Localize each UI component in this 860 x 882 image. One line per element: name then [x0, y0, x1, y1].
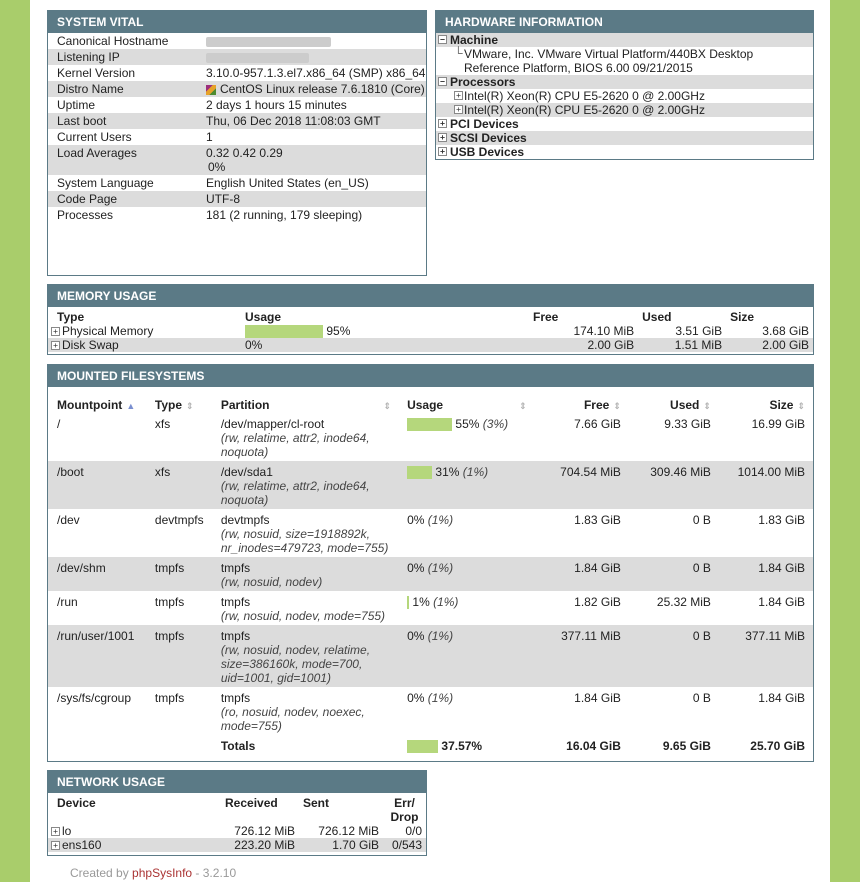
fs-partition: devtmpfs: [220, 513, 270, 527]
sort-free[interactable]: [540, 387, 629, 413]
fs-partition: tmpfs: [220, 629, 251, 643]
mem-col-size: Size: [730, 310, 755, 324]
mem-size: 3.68 GiB: [762, 324, 809, 339]
mem-col-usage: Usage: [245, 310, 282, 324]
inode-percent: (1%): [427, 629, 454, 643]
fs-mountpoint: /boot: [48, 461, 147, 509]
usage-percent: 0%: [407, 691, 425, 705]
usb-label: USB Devices: [450, 145, 525, 159]
mem-used: 3.51 GiB: [675, 324, 723, 339]
vital-key: Last boot: [48, 113, 197, 129]
filesystems-table: [48, 387, 813, 755]
mem-usage-cell: [241, 324, 529, 338]
inode-percent: (1%): [427, 691, 454, 705]
fs-type: xfs: [154, 417, 171, 431]
sort-asc-icon[interactable]: ▲: [126, 401, 136, 411]
machine-line1: [436, 47, 813, 61]
fs-free: 704.54 MiB: [540, 461, 629, 509]
mem-col-free: Free: [533, 310, 559, 324]
mem-col-type: Type: [57, 310, 85, 324]
fs-body: [48, 413, 813, 755]
tree-cpu1[interactable]: [436, 89, 813, 103]
fs-mountpoint: /run/user/1001: [48, 625, 147, 687]
fs-row: [48, 461, 813, 509]
fs-type: tmpfs: [154, 595, 185, 609]
fs-row: [48, 625, 813, 687]
mem-size: 2.00 GiB: [726, 338, 813, 352]
vital-row-lastboot: [48, 113, 426, 129]
fs-row: [48, 413, 813, 461]
net-errdrop: 0/0: [405, 824, 422, 838]
col-free: Free: [583, 398, 610, 412]
fs-row: [48, 557, 813, 591]
phpsysinfo-link[interactable]: phpSysInfo: [132, 866, 193, 880]
usage-bar: [407, 740, 438, 753]
expand-icon[interactable]: +: [51, 827, 60, 836]
machine-text1: VMware, Inc. VMware Virtual Platform/440BX Desktop: [464, 47, 754, 61]
footer: [70, 866, 236, 880]
vital-key: Uptime: [57, 98, 96, 112]
net-device: ens160: [62, 838, 102, 852]
redacted-ip: [206, 53, 309, 63]
vital-row-processes: [48, 207, 426, 223]
fs-partition: tmpfs: [220, 595, 251, 609]
expand-icon[interactable]: +: [438, 119, 447, 128]
inode-percent: (1%): [462, 465, 489, 479]
vital-row-users: [48, 129, 426, 145]
mem-type: Physical Memory: [62, 324, 154, 339]
fs-type: tmpfs: [147, 625, 213, 687]
memory-row-physical[interactable]: [48, 324, 813, 338]
fs-used: 0 B: [692, 513, 711, 527]
fs-options: (rw, nosuid, nodev, mode=755): [220, 609, 386, 623]
fs-type: tmpfs: [154, 691, 185, 705]
left-border: [0, 0, 30, 882]
network-table: [48, 796, 426, 852]
net-sent: 1.70 GiB: [299, 838, 383, 852]
vital-row-kernel: [48, 65, 426, 81]
fs-usage-cell: [399, 461, 540, 509]
vital-key: Listening IP: [48, 49, 197, 65]
fs-size: 1.84 GiB: [758, 691, 805, 705]
inode-percent: (1%): [433, 595, 459, 609]
sort-icon[interactable]: ⇕: [703, 401, 711, 411]
vital-key: Kernel Version: [57, 66, 136, 80]
mem-type-cell: [48, 324, 241, 338]
fs-used: 0 B: [629, 625, 719, 687]
net-col-drop: Drop: [390, 810, 419, 824]
vital-row-distro: [48, 81, 426, 97]
fs-partition-cell: [213, 461, 399, 509]
sort-icon[interactable]: ⇕: [186, 401, 194, 411]
tree-scsi[interactable]: [436, 131, 813, 145]
net-col-err: Err/: [394, 796, 415, 810]
memory-title: MEMORY USAGE: [48, 285, 813, 307]
usage-percent: 0%: [407, 513, 425, 527]
vital-row-ip: [48, 49, 426, 65]
fs-mountpoint: /dev: [57, 513, 80, 527]
net-col-device: Device: [57, 796, 96, 810]
load-cell: [197, 145, 426, 175]
cpu2-label: Intel(R) Xeon(R) CPU E5-2620 0 @ 2.00GHz: [464, 103, 705, 117]
net-sent: 726.12 MiB: [318, 824, 379, 838]
totals-usage-cell: [399, 735, 540, 755]
filesystems-title: MOUNTED FILESYSTEMS: [48, 365, 813, 387]
sort-icon[interactable]: ⇕: [797, 401, 805, 411]
net-device-cell: [48, 838, 221, 852]
fs-used: 25.32 MiB: [656, 595, 711, 609]
totals-used: 9.65 GiB: [662, 739, 711, 753]
fs-type: devtmpfs: [154, 513, 204, 527]
fs-mountpoint: /run: [57, 595, 78, 609]
fs-partition: tmpfs: [220, 561, 251, 575]
fs-partition-cell: [213, 591, 399, 625]
net-errdrop: 0/543: [383, 838, 426, 852]
network-panel: [47, 770, 427, 856]
memory-row-swap[interactable]: [48, 338, 813, 352]
fs-partition-cell: [213, 687, 399, 735]
fs-usage-cell: [399, 625, 540, 687]
fs-mountpoint: /dev/shm: [48, 557, 147, 591]
expand-icon[interactable]: +: [51, 341, 60, 350]
fs-options: (rw, relatime, attr2, inode64, noquota): [220, 479, 370, 507]
hardware-panel: [435, 10, 814, 160]
usage-bar: [407, 596, 409, 609]
inode-percent: (1%): [427, 561, 454, 575]
sort-partition[interactable]: [213, 387, 399, 413]
cpu1-label: Intel(R) Xeon(R) CPU E5-2620 0 @ 2.00GHz: [464, 89, 705, 103]
fs-free: 1.84 GiB: [540, 557, 629, 591]
scsi-label: SCSI Devices: [450, 131, 527, 145]
inode-percent: (3%): [482, 417, 509, 431]
usage-bar: [245, 325, 323, 338]
net-col-received: Received: [225, 796, 278, 810]
fs-free: 1.82 GiB: [574, 595, 621, 609]
col-partition: Partition: [220, 398, 270, 412]
usage-percent: 0%: [407, 629, 425, 643]
net-device: lo: [62, 824, 72, 838]
fs-size: 1.83 GiB: [758, 513, 805, 527]
fs-usage-cell: [399, 509, 540, 557]
net-received: 223.20 MiB: [221, 838, 299, 852]
usage-percent: 0%: [407, 561, 425, 575]
vital-value: English United States (en_US): [206, 176, 369, 190]
vital-value: 2 days 1 hours 15 minutes: [206, 98, 347, 112]
vital-key: Distro Name: [48, 81, 197, 97]
network-header-row: [48, 796, 426, 824]
expand-icon[interactable]: +: [454, 105, 463, 114]
fs-used: 0 B: [692, 691, 711, 705]
sort-mountpoint[interactable]: [48, 387, 147, 413]
usage-bar: [407, 418, 452, 431]
totals-free: 16.04 GiB: [566, 739, 621, 753]
mem-type: Disk Swap: [62, 338, 119, 353]
fs-usage-cell: [399, 557, 540, 591]
usage-percent: 95%: [326, 324, 351, 338]
hardware-title: HARDWARE INFORMATION: [436, 11, 813, 33]
system-vital-table: [48, 33, 426, 223]
mem-col-used: Used: [642, 310, 672, 324]
vital-key: System Language: [57, 176, 154, 190]
sort-type[interactable]: [147, 387, 213, 413]
tree-processors[interactable]: [436, 75, 813, 89]
vital-value: CentOS Linux release 7.6.1810 (Core): [220, 82, 425, 96]
usage-percent: 0%: [245, 338, 263, 353]
load-percent: 0%: [208, 160, 226, 174]
fs-mountpoint: /sys/fs/cgroup: [57, 691, 132, 705]
col-type: Type: [154, 398, 183, 412]
col-size: Size: [769, 398, 794, 412]
expand-icon[interactable]: +: [454, 91, 463, 100]
usage-percent: 31%: [435, 465, 460, 479]
redacted-hostname: [206, 37, 331, 47]
fs-options: (ro, nosuid, nodev, noexec, mode=755): [220, 705, 365, 733]
collapse-icon[interactable]: −: [438, 77, 447, 86]
vital-value: 181 (2 running, 179 sleeping): [206, 208, 363, 222]
vital-value: 1: [206, 130, 213, 144]
footer-prefix: Created by: [70, 866, 133, 880]
totals-percent: 37.57%: [441, 739, 483, 753]
fs-partition: tmpfs: [220, 691, 251, 705]
usage-bar: [407, 466, 432, 479]
fs-free: 377.11 MiB: [540, 625, 629, 687]
network-row-lo[interactable]: [48, 824, 426, 838]
tree-branch-icon: └: [454, 46, 463, 60]
fs-mountpoint: /: [57, 417, 61, 431]
vital-value: UTF-8: [197, 191, 426, 207]
net-col-errdrop: [383, 796, 426, 824]
fs-partition-cell: [213, 509, 399, 557]
mem-free: 174.10 MiB: [573, 324, 635, 339]
col-used: Used: [670, 398, 700, 412]
fs-partition: /dev/mapper/cl-root: [220, 417, 325, 431]
usage-percent: 55%: [455, 417, 480, 431]
fs-used: 309.46 MiB: [629, 461, 719, 509]
col-usage: Usage: [407, 398, 444, 412]
footer-version: - 3.2.10: [192, 866, 237, 880]
tree-machine[interactable]: [436, 33, 813, 47]
load-values: 0.32 0.42 0.29: [206, 146, 283, 160]
sort-icon[interactable]: ⇕: [613, 401, 621, 411]
expand-icon[interactable]: +: [438, 133, 447, 142]
right-border: [830, 0, 860, 882]
vital-row-load: [48, 145, 426, 175]
fs-partition-cell: [213, 557, 399, 591]
pci-label: PCI Devices: [450, 117, 519, 131]
tree-pci[interactable]: [436, 117, 813, 131]
fs-free: 1.84 GiB: [574, 691, 621, 705]
memory-header-row: [48, 310, 813, 324]
fs-type: tmpfs: [147, 557, 213, 591]
vital-key: Processes: [57, 208, 114, 222]
machine-line2: [436, 61, 813, 75]
processors-label: Processors: [450, 75, 516, 89]
tree-cpu2[interactable]: [436, 103, 813, 117]
mem-used: 1.51 MiB: [638, 338, 726, 352]
totals-size: 25.70 GiB: [750, 739, 805, 753]
fs-usage-cell: [399, 413, 540, 461]
fs-options: (rw, nosuid, size=1918892k, nr_inodes=479723, mode=755): [220, 527, 389, 555]
vital-key: Load Averages: [48, 145, 197, 175]
net-received: 726.12 MiB: [234, 824, 295, 838]
sort-usage[interactable]: [399, 387, 540, 413]
fs-partition: /dev/sda1: [220, 465, 273, 479]
net-device-cell: [48, 824, 221, 838]
collapse-icon[interactable]: −: [438, 35, 447, 44]
vital-row-hostname: [48, 33, 426, 49]
fs-totals-row: [48, 735, 813, 755]
fs-options: (rw, nosuid, nodev, relatime, size=386160k, mode=700, uid=1001, gid=1001): [220, 643, 371, 685]
system-vital-title: SYSTEM VITAL: [48, 11, 426, 33]
fs-type: xfs: [147, 461, 213, 509]
sort-icon[interactable]: ⇕: [383, 401, 392, 411]
fs-partition-cell: [213, 413, 399, 461]
fs-partition-cell: [213, 625, 399, 687]
fs-row: [48, 687, 813, 735]
fs-size: 377.11 MiB: [719, 625, 813, 687]
expand-icon[interactable]: +: [438, 147, 447, 156]
memory-table: [48, 310, 813, 352]
centos-logo-icon: [206, 85, 216, 95]
fs-size: 1014.00 MiB: [719, 461, 813, 509]
fs-row: [48, 509, 813, 557]
fs-options: (rw, relatime, attr2, inode64, noquota): [220, 431, 370, 459]
fs-used: 0 B: [629, 557, 719, 591]
vital-row-uptime: [48, 97, 426, 113]
distro-cell: [197, 81, 426, 97]
sort-used[interactable]: [629, 387, 719, 413]
sort-size[interactable]: [719, 387, 813, 413]
expand-icon[interactable]: +: [51, 841, 60, 850]
fs-size: 1.84 GiB: [758, 595, 805, 609]
vital-key: Canonical Hostname: [57, 34, 169, 48]
mem-usage-cell: [241, 338, 529, 352]
system-vital-panel: [47, 10, 427, 276]
fs-size: 16.99 GiB: [751, 417, 805, 431]
totals-label: Totals: [220, 739, 256, 753]
vital-key: Current Users: [57, 130, 132, 144]
fs-used: 9.33 GiB: [664, 417, 711, 431]
fs-free: 1.83 GiB: [574, 513, 621, 527]
fs-free: 7.66 GiB: [574, 417, 621, 431]
vital-value: Thu, 06 Dec 2018 11:08:03 GMT: [197, 113, 426, 129]
expand-icon[interactable]: +: [51, 327, 60, 336]
fs-usage-cell: [399, 591, 540, 625]
mem-free: 2.00 GiB: [529, 338, 638, 352]
net-col-sent: Sent: [303, 796, 330, 810]
inode-percent: (1%): [427, 513, 454, 527]
machine-label: Machine: [450, 33, 499, 47]
hostname-value: [197, 33, 426, 49]
network-row-ens160[interactable]: [48, 838, 426, 852]
fs-header-row: [48, 387, 813, 413]
vital-key: Code Page: [48, 191, 197, 207]
mem-type-cell: [48, 338, 241, 352]
vital-value: 3.10.0-957.1.3.el7.x86_64 (SMP) x86_64: [206, 66, 426, 80]
vital-row-codepage: [48, 191, 426, 207]
network-title: NETWORK USAGE: [48, 771, 426, 793]
usage-percent: 1%: [412, 595, 430, 609]
memory-panel: [47, 284, 814, 355]
vital-row-language: [48, 175, 426, 191]
machine-text2: Reference Platform, BIOS 6.00 09/21/2015: [464, 61, 693, 75]
tree-usb[interactable]: [436, 145, 813, 159]
col-mountpoint: Mountpoint: [57, 398, 123, 412]
ip-value: [197, 49, 426, 65]
fs-size: 1.84 GiB: [719, 557, 813, 591]
fs-row: [48, 591, 813, 625]
fs-options: (rw, nosuid, nodev): [220, 575, 323, 589]
filesystems-panel: [47, 364, 814, 762]
fs-usage-cell: [399, 687, 540, 735]
sort-icon[interactable]: ⇕: [519, 401, 527, 411]
